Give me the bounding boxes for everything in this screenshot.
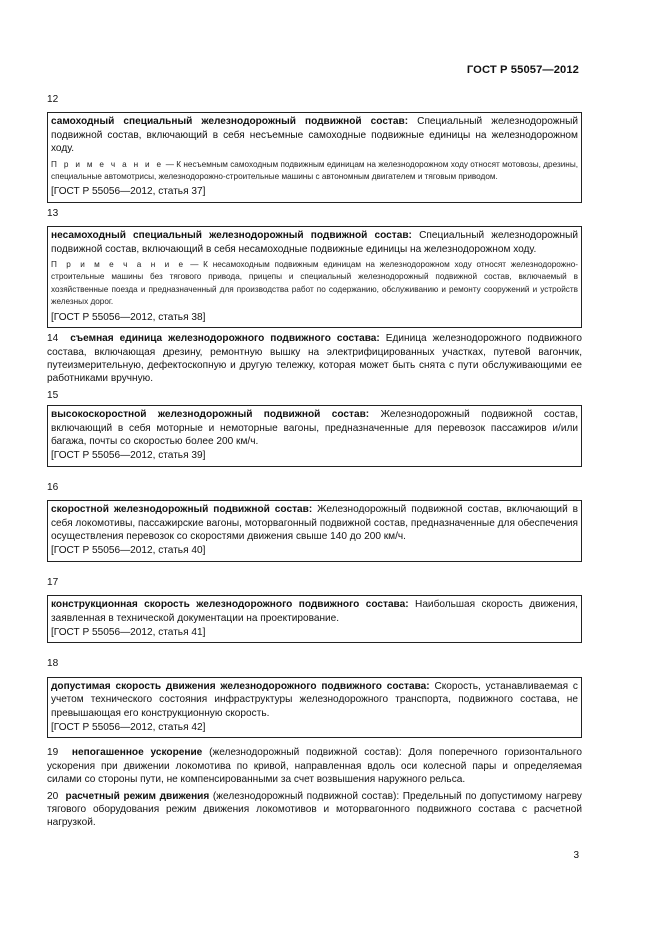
term-entry-box [47,595,582,643]
entry-number: 20 [47,790,59,802]
term-source: [ГОСТ Р 55056—2012, статья 39] [51,450,206,462]
term-definition [51,598,578,625]
definition-text: Железнодорожный подвижной состав, включающий в себя локомотивы, пассажирские вагоны, моторвагонный подвижной состав, предназначенные для обеспечения осуществления перевозок со скоростями движения свыше 140 до 200 км/ч. [51,504,578,542]
term-name: допустимая скорость движения железнодорожного подвижного состава: [51,680,430,692]
definition-text: Железнодорожный подвижной состав, включающий в себя моторные и немоторные вагоны, предназначенные для перевозок пассажиров и/или багажа, почты со скоростью более 200 км/ч. [51,409,578,447]
definition-text: Специальный железнодорожный подвижной состав, включающий в себя несъемные самоходные подвижные единицы на железнодорожном ходу. [51,116,579,155]
entry-number: 16 [47,481,59,493]
term-name: непогашенное ускорение [71,747,203,759]
term-entry-box [47,677,582,739]
term-name: скоростной железнодорожный подвижной состав: [51,504,313,516]
definition-text: Предельный по допустимому нагреву тягового оборудования режим движения локомотивов и моторвагонного подвижного состава с расчетной нагрузкой. [47,790,582,829]
term-name: расчетный режим движения [65,790,210,802]
term-source: [ГОСТ Р 55056—2012, статья 41] [51,627,206,638]
entry-number: 15 [47,389,59,401]
entry-number: 13 [47,207,59,219]
entry-number: 14 [47,333,59,345]
note-text: — К несамоходным подвижным единицам на железнодорожном ходу относят железнодорожно-строительные машины без тягового привода, прицепы и специальный железнодорожный подвижной состав, включаемый в хозяйственные поезда и предназначенный для производства работ по содержанию, обслуживанию и ремонту сооружений и устройств железных дорог. [51,260,578,307]
term-entry-plain [47,332,582,386]
term-name: съемная единица железнодорожного подвижного состава: [70,333,380,345]
term-name: самоходный специальный железнодорожный подвижной состав: [51,116,409,128]
term-note [51,159,578,184]
term-entry-plain [47,746,582,786]
term-definition [51,115,578,155]
term-definition [51,680,578,720]
term-source: [ГОСТ Р 55056—2012, статья 38] [51,311,206,323]
term-entry-plain [47,790,582,830]
entry-number: 19 [47,747,59,759]
term-source: [ГОСТ Р 55056—2012, статья 42] [51,722,206,734]
term-definition [51,503,578,543]
term-definition [51,408,578,448]
term-source: [ГОСТ Р 55056—2012, статья 40] [51,545,206,557]
note-label: П р и м е ч а н и е [51,159,164,169]
term-qualifier: (железнодорожный подвижной состав): [202,747,402,759]
term-name: несамоходный специальный железнодорожный подвижной состав: [51,230,412,242]
terms-content [47,93,582,833]
page-number: 3 [573,850,579,861]
entry-number: 17 [47,576,59,588]
document-code-header: ГОСТ Р 55057—2012 [466,64,579,76]
term-name: высокоскоростной железнодорожный подвижной состав: [51,409,370,421]
term-source: [ГОСТ Р 55056—2012, статья 37] [51,186,206,198]
term-entry-box [47,226,582,328]
definition-text: Наибольшая скорость движения, заявленная в технической документации на проектирование. [51,599,578,624]
term-entry-box [47,112,582,202]
term-name: конструкционная скорость железнодорожного подвижного состава: [51,599,409,611]
note-label: П р и м е ч а н и е [51,260,186,270]
definition-text: Скорость, устанавливаемая с учетом технического состояния инфраструктуры железнодорожного транспорта, подвижного состава, не превышающая его конструкционную скорость. [51,680,578,719]
term-note [51,259,578,309]
entry-number: 18 [47,658,59,670]
definition-text: Специальный железнодорожный подвижной состав, включающий в себя несамоходные подвижные единицы на железнодорожном ходу. [51,230,579,255]
definition-text: Доля поперечного горизонтального ускорения при движении локомотива по кривой, направленная вдоль оси колесной пары и определяемая силами со стороны пути, не компенсированными за счет возвышения наружного рельса. [47,747,582,786]
note-text: — К несъемным самоходным подвижным единицам на железнодорожном ходу относят мотовозы, дрезины, специальные автомотрисы, железнодорожно-строительные машины с автономным двигателем и тяговым приводом. [51,159,578,182]
term-definition [51,229,578,256]
term-entry-box [47,405,582,467]
term-qualifier: (железнодорожный подвижной состав): [209,790,400,802]
definition-text: Единица железнодорожного подвижного состава, включающая дрезину, ремонтную вышку на электрифицированных участках, путевой вагончик, путеизмерительную, дефектоскопную и другую тележку, которая может быть снята с пути обслуживающими ее работниками вручную. [47,333,582,385]
entry-number: 12 [47,94,59,105]
term-entry-box [47,500,582,562]
